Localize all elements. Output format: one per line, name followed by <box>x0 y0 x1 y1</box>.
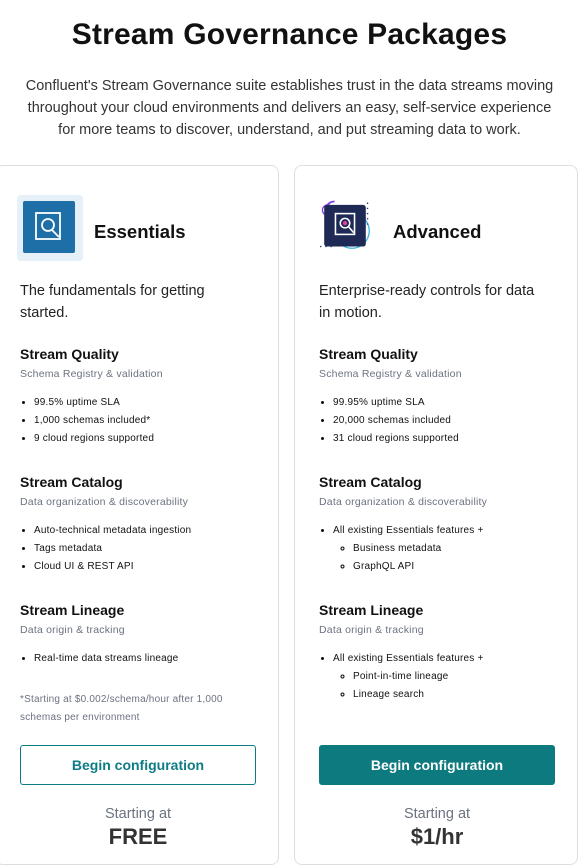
section-title: Stream Quality <box>20 346 119 362</box>
list-item: • Tags metadata <box>34 540 260 558</box>
advanced-catalog-section <box>319 474 559 572</box>
advanced-lineage-section <box>319 602 559 700</box>
advanced-price: $1/hr <box>410 824 464 849</box>
list-item: • Real-time data streams lineage <box>34 650 260 668</box>
advanced-card <box>294 165 578 865</box>
section-title: Stream Quality <box>319 346 418 362</box>
sub-list-item: ◦ Lineage search <box>353 686 559 704</box>
list-item: • 99.95% uptime SLA <box>333 394 559 412</box>
list-item: • 99.5% uptime SLA <box>34 394 260 412</box>
starting-at-label: Starting at <box>104 806 172 822</box>
essentials-description: The fundamentals for getting started. <box>20 283 205 321</box>
essentials-begin-configuration-button[interactable]: Begin configuration <box>20 745 256 785</box>
section-title: Stream Lineage <box>319 602 424 618</box>
starting-at-label: Starting at <box>403 806 471 822</box>
essentials-footnote: *Starting at $0.002/schema/hour after 1,000 schemas per environment <box>20 694 223 723</box>
section-subtitle: Data origin & tracking <box>20 624 125 636</box>
essentials-catalog-section <box>20 474 260 576</box>
list-item: • 31 cloud regions supported <box>333 430 559 448</box>
section-subtitle: Schema Registry & validation <box>319 368 462 380</box>
list-item: • 20,000 schemas included <box>333 412 559 430</box>
sub-list-item: ◦ Business metadata <box>353 540 559 558</box>
advanced-description: Enterprise-ready controls for data in motion. <box>319 283 535 321</box>
section-title: Stream Catalog <box>319 474 422 490</box>
section-subtitle: Schema Registry & validation <box>20 368 163 380</box>
list-item-label: All existing Essentials features + <box>333 653 484 664</box>
section-subtitle: Data organization & discoverability <box>319 496 488 508</box>
essentials-card <box>0 165 279 865</box>
section-subtitle: Data origin & tracking <box>319 624 424 636</box>
advanced-begin-configuration-button[interactable]: Begin configuration <box>319 745 555 785</box>
list-item: • Auto-technical metadata ingestion <box>34 522 260 540</box>
essentials-lineage-section <box>20 602 260 668</box>
list-item: • 1,000 schemas included* <box>34 412 260 430</box>
essentials-title: Essentials <box>94 221 186 242</box>
essentials-quality-section <box>20 346 260 448</box>
advanced-quality-section <box>319 346 559 448</box>
advanced-title: Advanced <box>393 221 482 242</box>
essentials-logo-icon <box>23 201 75 253</box>
list-item: • Cloud UI & REST API <box>34 558 260 576</box>
section-title: Stream Catalog <box>20 474 123 490</box>
sub-list-item: ◦ Point-in-time lineage <box>353 668 559 686</box>
intro-text: Confluent's Stream Governance suite establishes trust in the data streams moving throughout your cloud environments and delivers an easy, self-service experience for more teams to discover, understand, and put streaming data to work. <box>25 78 554 138</box>
section-subtitle: Data organization & discoverability <box>20 496 189 508</box>
section-title: Stream Lineage <box>20 602 125 618</box>
list-item-label: All existing Essentials features + <box>333 525 484 536</box>
advanced-logo-icon <box>319 198 371 250</box>
list-item <box>333 522 559 572</box>
list-item <box>333 650 559 700</box>
essentials-price: FREE <box>108 824 168 849</box>
list-item: • 9 cloud regions supported <box>34 430 260 448</box>
sub-list-item: ◦ GraphQL API <box>353 558 559 576</box>
page-title: Stream Governance Packages <box>71 18 508 51</box>
